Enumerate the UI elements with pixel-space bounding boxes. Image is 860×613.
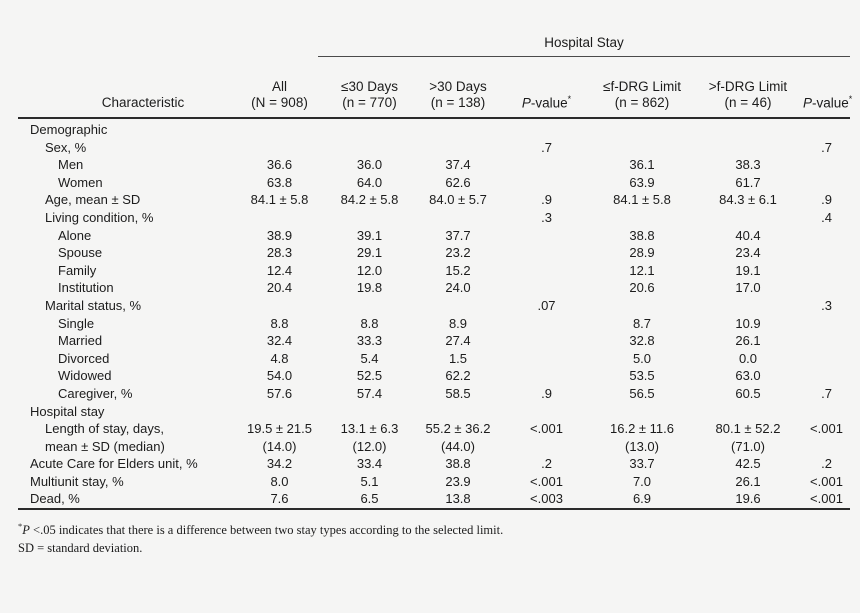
cell-r13-c4 — [502, 350, 591, 368]
cell-r4-c7: .9 — [821, 192, 832, 208]
cell-r12-c6: 26.1 — [735, 333, 761, 349]
cell-r3-c3: 62.6 — [445, 174, 471, 190]
cell-r8-c1: 12.4 — [266, 262, 293, 278]
cell-r4-c4: .9 — [541, 192, 552, 208]
column-header-row — [18, 57, 853, 117]
cell-r1-c5 — [591, 139, 693, 157]
cell-r12-c7 — [803, 332, 850, 350]
column-header-all — [234, 79, 325, 111]
row-label: mean ± SD (median) — [45, 438, 165, 454]
cell-r2-c1: 36.6 — [266, 157, 293, 173]
cell-r0-c1 — [234, 121, 325, 139]
cell-r14-c5: 53.5 — [629, 368, 655, 384]
table-row-11 — [18, 315, 850, 333]
cell-r6-c7 — [803, 227, 850, 245]
table-row-5 — [18, 209, 850, 227]
cell-r3-c2: 64.0 — [356, 174, 383, 190]
table-body — [18, 119, 850, 508]
row-label: Marital status, % — [45, 297, 142, 313]
cell-r9-c3: 24.0 — [445, 280, 471, 296]
cell-r17-c3: 55.2 ± 36.2 — [425, 421, 491, 437]
cell-r13-c1: 4.8 — [270, 350, 289, 366]
table-row-14 — [18, 367, 850, 385]
cell-r21-c1: 7.6 — [270, 491, 289, 507]
cell-r21-c7: <.001 — [810, 491, 843, 507]
cell-r13-c3: 1.5 — [448, 350, 468, 366]
cell-r17-c1: 19.5 ± 21.5 — [247, 421, 312, 437]
cell-r4-c1: 84.1 ± 5.8 — [250, 192, 309, 208]
cell-r0-c3 — [414, 121, 502, 139]
cell-r20-c1: 8.0 — [270, 473, 289, 489]
cell-r14-c3: 62.2 — [445, 368, 471, 384]
row-label: Women — [58, 174, 103, 190]
footnote-pvalue — [18, 517, 850, 539]
cell-r13-c6: 0.0 — [738, 350, 758, 366]
cell-r4-c2: 84.2 ± 5.8 — [340, 192, 399, 208]
cell-r20-c3: 23.9 — [445, 473, 471, 489]
table-row-4 — [18, 191, 850, 209]
column-header-le30days — [325, 79, 414, 111]
cell-r5-c7: .4 — [821, 209, 832, 225]
cell-r11-c1: 8.8 — [270, 315, 289, 331]
cell-r14-c2: 52.5 — [356, 368, 383, 384]
cell-r5-c4: .3 — [541, 209, 552, 225]
cell-r3-c5: 63.9 — [629, 174, 655, 190]
footnote-sd: SD = standard deviation. — [18, 541, 143, 556]
row-label: Length of stay, days, — [45, 421, 164, 437]
cell-r18-c7 — [803, 438, 850, 456]
table-row-12 — [18, 332, 850, 350]
cell-r15-c1: 57.6 — [266, 385, 293, 401]
cell-r16-c2 — [325, 403, 414, 421]
table-row-13 — [18, 350, 850, 368]
cell-r2-c3: 37.4 — [445, 157, 471, 173]
cell-r3-c4 — [502, 174, 591, 192]
cell-r16-c4 — [502, 403, 591, 421]
cell-r4-c3: 84.0 ± 5.7 — [429, 192, 487, 208]
cell-r1-c6 — [693, 139, 803, 157]
row-label: Spouse — [58, 245, 103, 261]
cell-r0-c2 — [325, 121, 414, 139]
cell-r17-c7: <.001 — [810, 421, 843, 437]
cell-r5-c2 — [325, 209, 414, 227]
cell-r6-c1: 38.9 — [266, 227, 293, 243]
cell-r7-c6: 23.4 — [735, 245, 761, 261]
cell-r14-c1: 54.0 — [266, 368, 293, 384]
cell-r14-c6: 63.0 — [735, 368, 761, 384]
column-header-label — [502, 91, 591, 112]
cell-r7-c4 — [502, 244, 591, 262]
cell-r6-c6: 40.4 — [735, 227, 761, 243]
cell-r20-c5: 7.0 — [632, 473, 652, 489]
cell-r17-c6: 80.1 ± 52.2 — [715, 421, 781, 437]
cell-r11-c3: 8.9 — [448, 315, 468, 331]
row-label: Hospital stay — [30, 403, 105, 419]
cell-r6-c2: 39.1 — [356, 227, 383, 243]
row-label: Single — [58, 315, 95, 331]
column-header-sublabel: (n = 138) — [430, 95, 486, 110]
cell-r8-c6: 19.1 — [735, 262, 761, 278]
cell-r18-c5: (13.0) — [625, 438, 659, 454]
cell-r5-c1 — [234, 209, 325, 227]
cell-r1-c7: .7 — [821, 139, 832, 155]
column-header-label: All — [271, 79, 287, 94]
column-header-pvalue-stay — [502, 91, 591, 112]
row-label: Men — [58, 157, 84, 173]
cell-r2-c2: 36.0 — [356, 157, 383, 173]
cell-r6-c5: 38.8 — [629, 227, 655, 243]
pvalue-p: P — [803, 95, 813, 110]
cell-r17-c2: 13.1 ± 6.3 — [340, 421, 399, 437]
pvalue-asterisk: * — [567, 93, 572, 104]
column-header-sublabel: (n = 46) — [724, 95, 772, 110]
cell-r8-c7 — [803, 262, 850, 280]
cell-r10-c6 — [693, 297, 803, 315]
cell-r19-c2: 33.4 — [356, 456, 383, 472]
cell-r6-c3: 37.7 — [445, 227, 471, 243]
cell-r15-c5: 56.5 — [629, 385, 655, 401]
cell-r11-c4 — [502, 315, 591, 333]
cell-r12-c5: 32.8 — [629, 333, 655, 349]
row-label: Demographic — [30, 122, 108, 137]
column-header-sublabel: (n = 862) — [614, 95, 670, 110]
cell-r4-c5: 84.1 ± 5.8 — [613, 192, 671, 208]
cell-r20-c6: 26.1 — [735, 473, 761, 489]
cell-r11-c5: 8.7 — [632, 315, 652, 331]
cell-r16-c3 — [414, 403, 502, 421]
column-header-label: >30 Days — [429, 79, 487, 94]
cell-r6-c4 — [502, 227, 591, 245]
row-label: Multiunit stay, % — [30, 473, 124, 489]
cell-r19-c4: .2 — [541, 456, 552, 472]
cell-r5-c6 — [693, 209, 803, 227]
cell-r18-c6: (71.0) — [731, 438, 765, 454]
spanner-label: Hospital Stay — [544, 35, 624, 50]
cell-r10-c2 — [325, 297, 414, 315]
table-row-1 — [18, 139, 850, 157]
cell-r15-c6: 60.5 — [735, 385, 761, 401]
table-row-8 — [18, 262, 850, 280]
cell-r18-c4 — [502, 438, 591, 456]
table-row-16 — [18, 403, 850, 421]
cell-r18-c3: (44.0) — [441, 438, 475, 454]
cell-r9-c4 — [502, 279, 591, 297]
column-header-le-fdrg-limit — [591, 79, 693, 111]
column-header-label — [803, 91, 853, 112]
cell-r1-c4: .7 — [541, 139, 552, 155]
cell-r17-c4: <.001 — [530, 421, 563, 437]
cell-r3-c6: 61.7 — [735, 174, 761, 190]
cell-r19-c6: 42.5 — [735, 456, 761, 472]
cell-r15-c4: .9 — [541, 385, 552, 401]
cell-r16-c1 — [234, 403, 325, 421]
cell-r20-c7: <.001 — [810, 473, 843, 489]
cell-r2-c5: 36.1 — [629, 157, 655, 173]
cell-r10-c1 — [234, 297, 325, 315]
cell-r11-c6: 10.9 — [735, 315, 761, 331]
column-header-gt30days — [414, 79, 502, 111]
table-row-6 — [18, 227, 850, 245]
cell-r7-c3: 23.2 — [445, 245, 471, 261]
cell-r17-c5: 16.2 ± 11.6 — [610, 421, 674, 437]
cell-r19-c1: 34.2 — [266, 456, 293, 472]
cell-r10-c4: .07 — [537, 297, 556, 313]
cell-r12-c1: 32.4 — [266, 333, 293, 349]
row-label: Alone — [58, 227, 92, 243]
cell-r12-c3: 27.4 — [445, 333, 471, 349]
cell-r10-c3 — [414, 297, 502, 315]
cell-r1-c1 — [234, 139, 325, 157]
pvalue-rest: -value — [812, 95, 849, 110]
cell-r8-c3: 15.2 — [445, 262, 471, 278]
cell-r4-c6: 84.3 ± 6.1 — [719, 192, 777, 208]
cell-r13-c2: 5.4 — [360, 350, 379, 366]
cell-r7-c1: 28.3 — [266, 245, 293, 261]
table-row-9 — [18, 279, 850, 297]
cell-r12-c4 — [502, 332, 591, 350]
cell-r21-c2: 6.5 — [360, 491, 379, 507]
cell-r13-c7 — [803, 350, 850, 368]
cell-r21-c3: 13.8 — [445, 491, 471, 507]
column-header-label: ≤f-DRG Limit — [603, 79, 681, 94]
cell-r3-c7 — [803, 174, 850, 192]
pvalue-rest: -value — [530, 95, 568, 110]
cell-r9-c7 — [803, 279, 850, 297]
cell-r1-c2 — [325, 139, 414, 157]
table-row-20 — [18, 473, 850, 491]
cell-r8-c2: 12.0 — [356, 262, 383, 278]
column-header-label: >f-DRG Limit — [708, 79, 788, 94]
table-row-3 — [18, 174, 850, 192]
table-row-21 — [18, 490, 850, 508]
column-header-pvalue-fdrg — [803, 91, 853, 112]
column-header-gt-fdrg-limit — [693, 79, 803, 111]
cell-r0-c4 — [502, 121, 591, 139]
row-label: Living condition, % — [45, 209, 154, 225]
cell-r15-c7: .7 — [821, 385, 832, 401]
footnote-p: P — [22, 523, 30, 538]
cell-r3-c1: 63.8 — [266, 174, 293, 190]
cell-r18-c1: (14.0) — [262, 438, 297, 454]
cell-r15-c2: 57.4 — [356, 385, 383, 401]
row-label: Institution — [58, 280, 114, 296]
column-header-characteristic — [18, 95, 234, 111]
table-row-0 — [18, 121, 850, 139]
row-label: Sex, % — [45, 139, 87, 155]
column-header-sublabel: (N = 908) — [251, 95, 308, 110]
cell-r16-c5 — [591, 403, 693, 421]
cell-r11-c2: 8.8 — [360, 315, 379, 331]
cell-r21-c4: <.003 — [530, 491, 563, 507]
footnotes — [18, 510, 850, 557]
cell-r16-c7 — [803, 403, 850, 421]
row-label: Widowed — [58, 368, 112, 384]
footnote-text: <.05 indicates that there is a difference between two stay types according to the selected limit. — [29, 523, 504, 538]
column-header-sublabel: (n = 770) — [342, 95, 397, 110]
cell-r9-c5: 20.6 — [629, 280, 655, 296]
cell-r20-c4: <.001 — [530, 473, 563, 489]
cell-r16-c6 — [693, 403, 803, 421]
row-label: Acute Care for Elders unit, % — [30, 456, 198, 472]
table-row-2 — [18, 156, 850, 174]
cell-r9-c1: 20.4 — [266, 280, 293, 296]
footnote-asterisk: * — [18, 521, 23, 532]
row-label: Caregiver, % — [58, 385, 133, 401]
cell-r1-c3 — [414, 139, 502, 157]
cell-r9-c6: 17.0 — [735, 280, 761, 296]
cell-r0-c6 — [693, 121, 803, 139]
cell-r21-c6: 19.6 — [735, 491, 761, 507]
table-row-7 — [18, 244, 850, 262]
table-row-19 — [18, 455, 850, 473]
cell-r10-c7: .3 — [821, 297, 832, 313]
table-row-17 — [18, 420, 850, 438]
row-label: Divorced — [58, 350, 110, 366]
cell-r2-c4 — [502, 156, 591, 174]
table-row-18 — [18, 438, 850, 456]
row-label: Family — [58, 262, 97, 278]
cell-r7-c2: 29.1 — [356, 245, 383, 261]
cell-r14-c7 — [803, 367, 850, 385]
pvalue-asterisk: * — [848, 93, 853, 104]
row-label: Married — [58, 333, 103, 349]
cell-r18-c2: (12.0) — [352, 438, 387, 454]
column-header-label: ≤30 Days — [341, 79, 398, 94]
cell-r19-c5: 33.7 — [629, 456, 655, 472]
cell-r15-c3: 58.5 — [445, 385, 471, 401]
spanner-hospital-stay — [318, 35, 850, 57]
cell-r19-c3: 38.8 — [445, 456, 471, 472]
cell-r7-c5: 28.9 — [629, 245, 655, 261]
column-header-label: Characteristic — [101, 95, 185, 110]
cell-r2-c6: 38.3 — [735, 157, 761, 173]
cell-r7-c7 — [803, 244, 850, 262]
cell-r8-c4 — [502, 262, 591, 280]
spanner-row — [18, 0, 850, 57]
cell-r9-c2: 19.8 — [356, 280, 383, 296]
cell-r5-c5 — [591, 209, 693, 227]
cell-r20-c2: 5.1 — [360, 473, 379, 489]
table-row-10 — [18, 297, 850, 315]
cell-r5-c3 — [414, 209, 502, 227]
cell-r8-c5: 12.1 — [629, 262, 655, 278]
table-row-15 — [18, 385, 850, 403]
cell-r11-c7 — [803, 315, 850, 333]
cell-r21-c5: 6.9 — [632, 491, 652, 507]
pvalue-p: P — [521, 95, 531, 110]
cell-r0-c5 — [591, 121, 693, 139]
hospital-stay-table — [18, 0, 853, 557]
cell-r19-c7: .2 — [821, 456, 832, 472]
cell-r14-c4 — [502, 367, 591, 385]
cell-r10-c5 — [591, 297, 693, 315]
row-label: Age, mean ± SD — [45, 192, 141, 208]
cell-r2-c7 — [803, 156, 850, 174]
cell-r12-c2: 33.3 — [356, 333, 383, 349]
cell-r0-c7 — [803, 121, 850, 139]
cell-r13-c5: 5.0 — [632, 350, 652, 366]
row-label: Dead, % — [30, 491, 80, 507]
